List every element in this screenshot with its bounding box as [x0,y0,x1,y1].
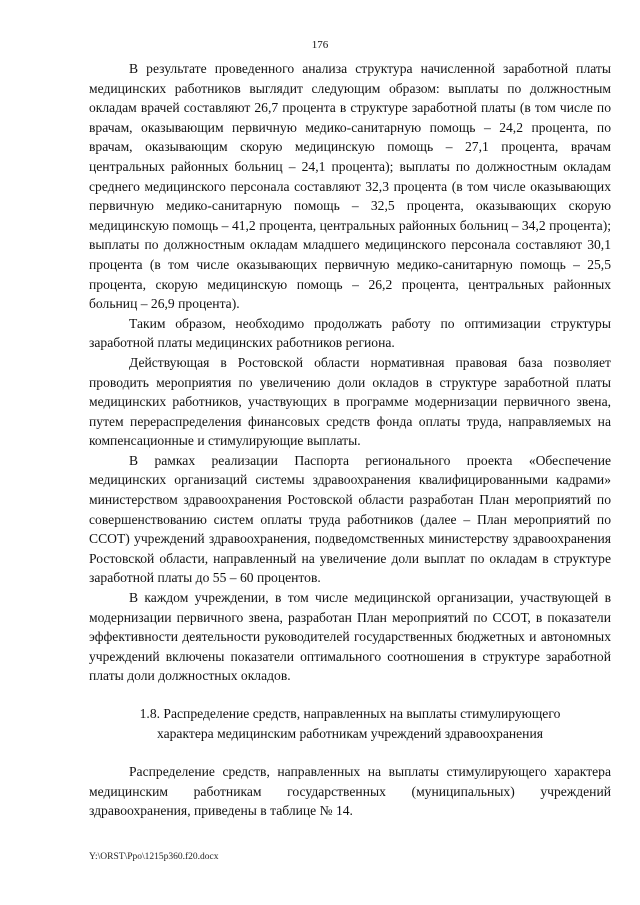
paragraph-each-institution: В каждом учреждении, в том числе медицинской организации, участвующей в модернизации первичного звена, разработан План мероприятий по ССОТ, в показатели эффективности деятельности руководителей государственных бюджетных и автономных учреждений включены показатели оптимального соотношения в структуре заработной платы доли должностных окладов. [89,590,611,684]
paragraph-optimization: Таким образом, необходимо продолжать работу по оптимизации структуры заработной платы медицинских работников региона. [89,315,611,351]
section-heading [89,704,611,743]
paragraph-salary-structure: В результате проведенного анализа структура начисленной заработной платы медицинских работников выглядит следующим образом: выплаты по должностным окладам врачей составляют 26,7 процента в структуре заработной платы (в том числе по врачам, оказывающим первичную медико-санитарную помощь – 24,2 процента, по врачам, оказывающим скорую медицинскую помощь – 27,1 процента, врачам центральных районных больниц – 24,1 процента); выплаты по должностным окладам среднего медицинского персонала составляют 32,3 процента (в том числе оказывающих первичную медико-санитарную помощь – 32,5 процента, оказывающих скорую медицинскую помощь – 41,2 процента, центральных районных больниц – 34,2 процента); выплаты по должностным окладам младшего медицинского персонала составляют 30,1 процента (в том числе оказывающих первичную медико-санитарную помощь – 25,5 процента, скорую медицинскую помощь – 26,2 процента, центральных районных больниц – 26,9 процента). [89,61,611,312]
section-heading-line-1: 1.8. Распределение средств, направленных на выплаты стимулирующего [139,706,561,721]
page-number: 176 [311,39,329,51]
footer-file-path: Y:\ORST\Ppo\1215p360.f20.docx [89,852,219,862]
paragraph-regulatory-base: Действующая в Ростовской области нормативная правовая база позволяет проводить мероприятия по увеличению доли окладов в структуре заработной платы медицинских работников, участвующих в программе модернизации первичного звена, путем перераспределения финансовых средств фонда оплаты труда, направляемых на компенсационные и стимулирующие выплаты. [89,354,611,449]
document-body [89,59,611,821]
section-heading-line-2: характера медицинским работникам учреждений здравоохранения [156,725,543,741]
paragraph-distribution: Распределение средств, направленных на выплаты стимулирующего характера медицинским работникам государственных (муниципальных) учреждений здравоохранения, приведены в таблице № 14. [89,764,611,819]
paragraph-regional-project: В рамках реализации Паспорта регионального проекта «Обеспечение медицинских организаций системы здравоохранения квалифицированными кадрами» министерством здравоохранения Ростовской области разработан План мероприятий по совершенствованию систем оплаты труда работников (далее – План мероприятий по ССОТ) учреждений здравоохранения, подведомственных министерству здравоохранения Ростовской области, направленный на увеличение доли выплат по окладам в структуре заработной платы до 55 – 60 процентов. [89,452,611,586]
